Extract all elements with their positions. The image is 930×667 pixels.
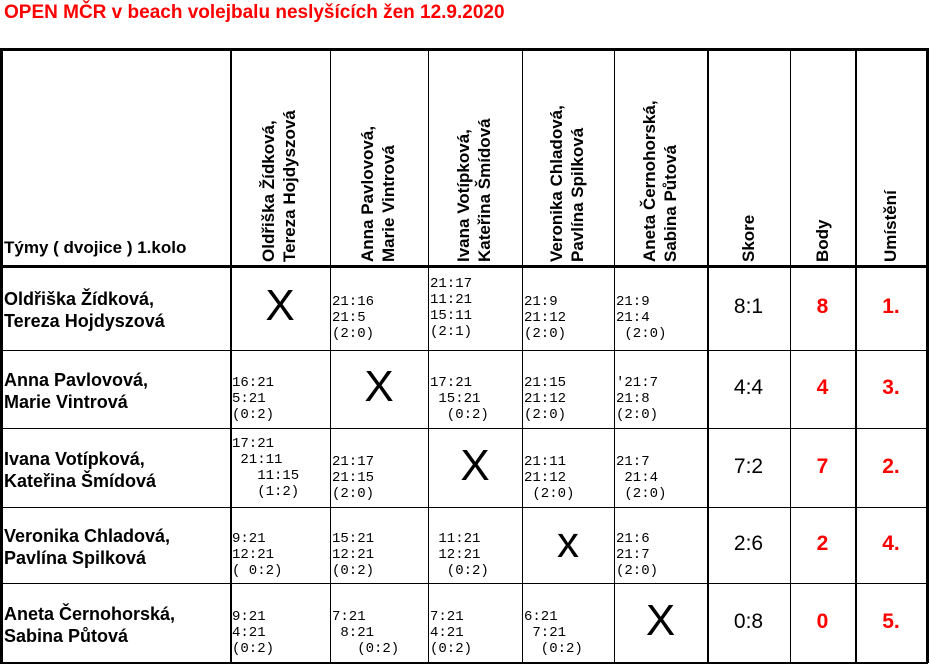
- match-cell: [524, 294, 612, 342]
- match-score-line: 11:21: [430, 291, 473, 308]
- body-value: 0: [816, 609, 829, 633]
- header-team-name-line: Veronika Chladová,: [547, 105, 566, 262]
- match-cell: [232, 375, 328, 423]
- header-teams-label: Týmy ( dvojice ) 1.kolo: [4, 238, 187, 257]
- diagonal-x-mark: X: [645, 595, 676, 645]
- diagonal-x-mark: X: [265, 280, 295, 330]
- match-cell: [232, 436, 328, 500]
- header-team-name: [357, 126, 399, 262]
- body-value: 8: [816, 294, 829, 318]
- header-skore: Skore: [738, 214, 758, 262]
- match-score-line: (2:0): [332, 485, 375, 502]
- header-body: Body: [812, 219, 832, 262]
- skore-value: 7:2: [733, 454, 764, 478]
- column-divider: [614, 48, 615, 663]
- match-score-line: 21:7: [616, 453, 650, 470]
- header-team-name: [639, 100, 681, 262]
- team-name-line: Tereza Hojdyszová: [4, 310, 165, 331]
- match-score-line: 21:12: [524, 391, 567, 407]
- match-score-line: 21:11: [232, 451, 283, 468]
- match-cell: [524, 518, 612, 568]
- body-value: 7: [816, 454, 829, 478]
- header-team-name-line: Anna Pavlovová,: [358, 125, 377, 262]
- row-divider: [0, 428, 928, 429]
- match-score-line: 7:21: [332, 608, 366, 625]
- match-score-line: ( 0:2): [232, 563, 283, 579]
- match-cell: [524, 609, 612, 657]
- column-divider: [855, 48, 857, 663]
- match-score-line: (2:0): [616, 407, 659, 423]
- header-team-name: [258, 110, 300, 262]
- match-score-line: 15:21: [332, 531, 375, 547]
- match-cell: [332, 531, 426, 579]
- match-score-line: 21:9: [616, 293, 650, 310]
- diagonal-x-mark: X: [460, 440, 490, 490]
- column-divider: [707, 48, 709, 663]
- team-name-line: Aneta Černohorská,: [4, 603, 176, 624]
- match-cell: [332, 294, 426, 342]
- match-score-line: 9:21: [232, 531, 266, 547]
- match-score-line: 21:15: [332, 469, 375, 486]
- place-value: 2.: [882, 454, 900, 478]
- match-score-line: 12:21: [232, 547, 275, 563]
- match-cell: [332, 609, 426, 657]
- match-score-line: 21:12: [524, 309, 567, 326]
- diagonal-x-mark: x: [557, 518, 579, 567]
- header-umisteni: Umístění: [881, 190, 900, 262]
- match-cell: [232, 281, 328, 331]
- match-cell: [430, 609, 520, 657]
- column-divider: [428, 48, 429, 663]
- match-score-line: 21:6: [616, 531, 650, 547]
- team-name-line: Sabina Půtová: [4, 625, 129, 646]
- match-cell: [616, 531, 705, 579]
- table-border-right: [926, 48, 929, 663]
- match-cell: [616, 596, 705, 646]
- page-title: OPEN MČR v beach volejbalu neslyšících žen 12.9.2020: [4, 2, 505, 23]
- match-score-line: (2:1): [430, 323, 473, 340]
- match-score-line: 9:21: [232, 608, 266, 625]
- match-cell: [232, 531, 328, 579]
- team-name-line: Ivana Votípková,: [4, 448, 145, 469]
- match-cell: [616, 375, 705, 423]
- match-score-line: 21:12: [524, 469, 567, 486]
- skore-value: 8:1: [733, 294, 764, 318]
- header-team-name-line: Pavlína Spilková: [568, 127, 587, 262]
- team-name-cell: [4, 448, 156, 492]
- header-team-name-line: Tereza Hojdyszová: [280, 110, 299, 262]
- header-divider: [0, 265, 928, 268]
- place-value: 1.: [882, 294, 900, 318]
- body-value: 2: [816, 532, 829, 555]
- match-score-line: (2:0): [616, 563, 659, 579]
- match-score-line: 21:15: [524, 375, 567, 391]
- match-score-line: 15:11: [430, 307, 473, 324]
- team-name-line: Oldřiška Žídková,: [4, 288, 155, 309]
- match-score-line: 8:21: [332, 624, 375, 641]
- match-cell: [616, 454, 705, 502]
- match-score-line: 12:21: [332, 547, 375, 563]
- match-cell: [524, 375, 612, 423]
- match-cell: [232, 609, 328, 657]
- match-score-line: (2:0): [524, 485, 575, 502]
- match-score-line: 21:5: [332, 309, 366, 326]
- match-score-line: (2:0): [332, 325, 375, 342]
- match-score-line: 21:8: [616, 391, 650, 407]
- table-border-left: [0, 48, 3, 663]
- row-divider: [0, 507, 928, 508]
- team-name-cell: [4, 603, 175, 647]
- body-value: 4: [816, 376, 829, 399]
- match-cell: [430, 531, 520, 579]
- match-score-line: 21:16: [332, 293, 375, 310]
- match-score-line: 21:4: [616, 469, 659, 486]
- header-team-name-line: Sabina Půtová: [660, 144, 680, 262]
- match-score-line: (0:2): [430, 563, 489, 579]
- header-team-name-line: Aneta Černohorská,: [639, 100, 659, 262]
- match-score-line: 15:21: [430, 391, 481, 407]
- match-score-line: '21:7: [616, 375, 659, 391]
- header-team-name: [546, 105, 588, 262]
- match-score-line: (0:2): [232, 640, 275, 657]
- match-score-line: (0:2): [430, 407, 489, 423]
- match-score-line: (2:0): [616, 485, 667, 502]
- match-score-line: 21:11: [524, 453, 567, 470]
- match-score-line: 4:21: [232, 624, 266, 641]
- header-team-name-line: Oldřiška Žídková,: [259, 120, 278, 262]
- match-score-line: 7:21: [524, 624, 567, 641]
- header-team-name-line: Kateřina Šmídová: [475, 118, 494, 262]
- team-name-line: Pavlína Spilková: [4, 548, 147, 568]
- match-score-line: 21:9: [524, 293, 558, 310]
- match-score-line: (0:2): [524, 640, 583, 657]
- column-divider: [790, 48, 791, 663]
- match-score-line: (2:0): [524, 325, 567, 342]
- match-score-line: (0:2): [332, 563, 375, 579]
- match-score-line: 4:21: [430, 624, 464, 641]
- header-team-name-line: Ivana Votípková,: [454, 129, 473, 262]
- match-score-line: 17:21: [232, 435, 275, 452]
- table-border-bottom: [0, 662, 928, 664]
- match-score-line: 5:21: [232, 391, 266, 407]
- skore-value: 4:4: [733, 376, 764, 399]
- match-cell: [430, 375, 520, 423]
- match-score-line: (2:0): [616, 325, 667, 342]
- match-score-line: 16:21: [232, 375, 275, 391]
- team-name-line: Veronika Chladová,: [4, 526, 171, 546]
- match-cell: [616, 294, 705, 342]
- team-name-cell: [4, 369, 148, 413]
- match-cell: [332, 362, 426, 412]
- place-value: 4.: [882, 532, 900, 555]
- team-name-cell: [4, 525, 170, 569]
- place-value: 3.: [882, 376, 900, 399]
- match-cell: [524, 454, 612, 502]
- match-score-line: 11:15: [232, 467, 300, 484]
- team-name-cell: [4, 288, 165, 332]
- match-score-line: (2:0): [524, 407, 567, 423]
- match-score-line: 7:21: [430, 608, 464, 625]
- row-divider: [0, 350, 928, 351]
- match-cell: [430, 441, 520, 491]
- match-score-line: (0:2): [332, 640, 400, 657]
- match-score-line: (0:2): [430, 640, 473, 657]
- header-team-name-line: Marie Vintrová: [379, 145, 398, 262]
- skore-value: 2:6: [733, 532, 764, 555]
- match-score-line: 17:21: [430, 375, 473, 391]
- match-score-line: 21:7: [616, 547, 650, 563]
- match-score-line: 11:21: [430, 531, 481, 547]
- diagonal-x-mark: X: [364, 362, 394, 411]
- match-score-line: 6:21: [524, 608, 558, 625]
- match-cell: [430, 276, 520, 340]
- table-border-top: [0, 48, 928, 51]
- match-score-line: (0:2): [232, 407, 275, 423]
- place-value: 5.: [882, 609, 900, 633]
- skore-value: 0:8: [733, 609, 764, 633]
- column-divider: [522, 48, 523, 663]
- header-team-name: [453, 118, 495, 262]
- match-score-line: 21:4: [616, 309, 650, 326]
- column-divider: [330, 48, 331, 663]
- team-name-line: Anna Pavlovová,: [4, 370, 149, 390]
- match-score-line: (1:2): [232, 483, 300, 500]
- team-name-line: Kateřina Šmídová: [4, 470, 157, 491]
- team-name-line: Marie Vintrová: [4, 392, 128, 412]
- match-score-line: 21:17: [430, 275, 473, 292]
- row-divider: [0, 583, 928, 584]
- match-cell: [332, 454, 426, 502]
- match-score-line: 21:17: [332, 453, 375, 470]
- match-score-line: 12:21: [430, 547, 481, 563]
